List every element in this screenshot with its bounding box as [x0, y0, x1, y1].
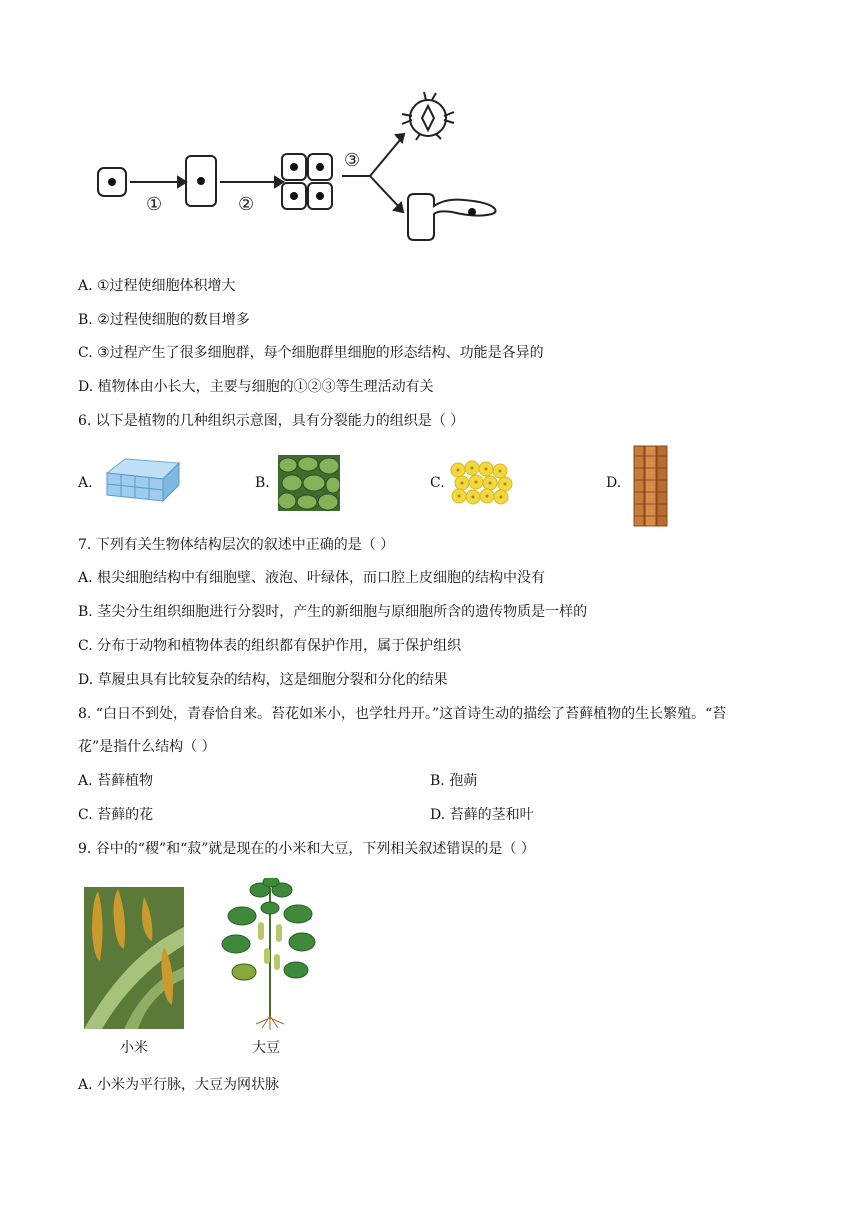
q7-option-a: A. 根尖细胞结构中有细胞壁、液泡、叶绿体，而口腔上皮细胞的结构中没有: [78, 570, 546, 586]
soybean-caption: 大豆: [252, 1040, 280, 1056]
step3-label: ③: [344, 150, 361, 171]
q6-label-d: D.: [606, 475, 622, 491]
q6-stem: 6. 以下是植物的几种组织示意图，具有分裂能力的组织是（ ）: [78, 413, 465, 429]
differentiated-cell-bottom: [408, 194, 496, 240]
tissue-image-a: [103, 455, 183, 505]
q9-option-a: A. 小米为平行脉，大豆为网状脉: [78, 1077, 280, 1093]
q9-stem: 9. 谷中的“稷”和“菽”就是现在的小米和大豆，下列相关叙述错误的是（ ）: [78, 841, 535, 857]
q5-option-c: C. ③过程产生了很多细胞群，每个细胞群里细胞的形态结构、功能是各异的: [78, 345, 544, 361]
q7-stem: 7. 下列有关生物体结构层次的叙述中正确的是（ ）: [78, 537, 395, 553]
tissue-image-b: [278, 455, 340, 511]
soybean-image: [220, 878, 316, 1030]
q7-option-c: C. 分布于动物和植物体表的组织都有保护作用，属于保护组织: [78, 638, 462, 654]
q6-label-b: B.: [255, 475, 270, 491]
tissue-image-c: [450, 460, 514, 506]
q7-option-d: D. 草履虫具有比较复杂的结构，这是细胞分裂和分化的结果: [78, 672, 448, 688]
q6-label-c: C.: [430, 475, 445, 491]
tissue-image-d: [632, 444, 670, 528]
q8-stem-line2: 花”是指什么结构（ ）: [78, 739, 216, 755]
q8-option-d: D. 苔藓的茎和叶: [430, 807, 534, 823]
step1-label: ①: [146, 194, 163, 215]
q8-stem-line1: 8. “白日不到处，青春恰自来。苔花如米小，也学牡丹开。”这首诗生动的描绘了苔藓植物的生长繁殖。“苔: [78, 706, 727, 722]
cell-process-diagram: [90, 90, 510, 250]
q7-option-b: B. 茎尖分生组织细胞进行分裂时，产生的新细胞与原细胞所含的遗传物质是一样的: [78, 604, 588, 620]
step2-label: ②: [238, 194, 255, 215]
millet-image: [84, 887, 184, 1029]
q8-option-a: A. 苔藓植物: [78, 773, 154, 789]
q8-option-b: B. 孢蒴: [430, 773, 478, 789]
q5-option-d: D. 植物体由小长大，主要与细胞的①②③等生理活动有关: [78, 379, 434, 395]
q5-option-b: B. ②过程使细胞的数目增多: [78, 312, 250, 328]
millet-caption: 小米: [120, 1040, 148, 1056]
q5-option-a: A. ①过程使细胞体积增大: [78, 278, 236, 294]
q6-label-a: A.: [78, 475, 93, 491]
q8-option-c: C. 苔藓的花: [78, 807, 154, 823]
